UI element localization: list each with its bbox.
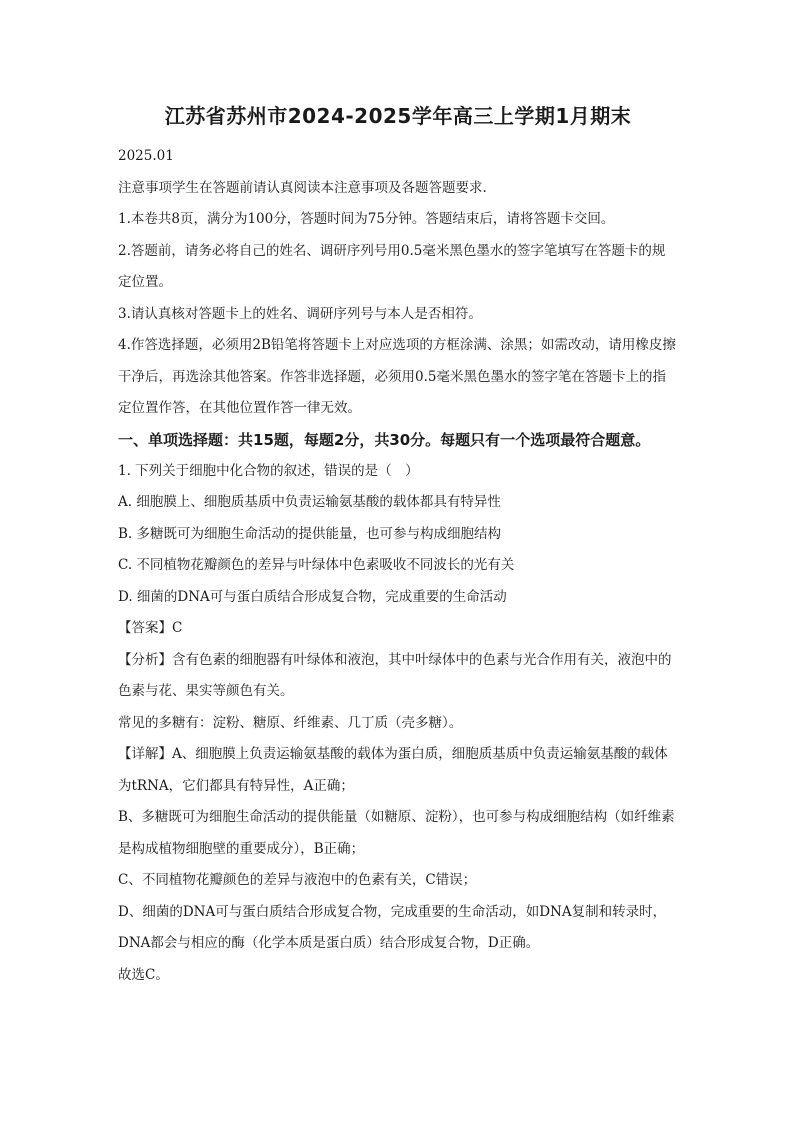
detail-line: C、不同植物花瓣颜色的差异与液泡中的色素有关，C错误； (118, 872, 477, 888)
detail-line: D、细菌的DNA可与蛋白质结合形成复合物，完成重要的生命活动，如DNA复制和转录时，DNA都会与相应的酶（化学本质是蛋白质）结合形成复合物，D正确。 (118, 903, 667, 951)
notice-line: 2.答题前，请务必将自己的姓名、调研序列号用0.5毫米黑色墨水的签字笔填写在答题卡的规定位置。 (118, 242, 666, 290)
question-option: C. 不同植物花瓣颜色的差异与叶绿体中色素吸收不同波长的光有关 (118, 557, 515, 573)
notice-line: 3.请认真核对答题卡上的姓名、调研序列号与本人是否相符。 (118, 305, 482, 322)
notice-line: 1.本卷共8页，满分为100分，答题时间为75分钟。答题结束后，请将答题卡交回。 (118, 211, 615, 227)
document-title: 江苏省苏州市2024-2025学年高三上学期1月期末 (164, 104, 632, 128)
question-option: D. 细菌的DNA可与蛋白质结合形成复合物，完成重要的生命活动 (118, 588, 507, 605)
document-page (118, 100, 678, 991)
exam-date: 2025.01 (118, 148, 174, 164)
answer-line: 【答案】C (118, 620, 183, 636)
detail-line: B、多糖既可为细胞生命活动的提供能量（如糖原、淀粉），也可参与构成细胞结构（如纤维素是构成植物细胞壁的重要成分），B正确； (118, 809, 675, 857)
notice-line: 4.作答选择题，必须用2B铅笔将答题卡上对应选项的方框涂满、涂黑；如需改动，请用橡皮擦干净后，再选涂其他答案。作答非选择题，必须用0.5毫米黑色墨水的签字笔在答题卡上的指定位置作答，在其他位置作答一律无效。 (118, 337, 676, 416)
question-option: B. 多糖既可为细胞生命活动的提供能量，也可参与构成细胞结构 (118, 525, 502, 542)
question-block (118, 456, 678, 992)
question-stem: 1. 下列关于细胞中化合物的叙述，错误的是（ ） (118, 462, 419, 479)
notice-block (118, 173, 678, 425)
analysis-line: 常见的多糖有：淀粉、糖原、纤维素、几丁质（壳多糖）。 (118, 714, 463, 731)
conclusion-line: 故选C。 (118, 966, 169, 983)
notice-line: 注意事项学生在答题前请认真阅读本注意事项及各题答题要求. (118, 179, 487, 196)
section-heading: 一、单项选择题：共15题，每题2分，共30分。每题只有一个选项最符合题意。 (118, 430, 651, 449)
detail-line: 【详解】A、细胞膜上负责运输氨基酸的载体为蛋白质，细胞质基质中负责运输氨基酸的载体为tRNA，它们都具有特异性，A正确； (118, 746, 668, 794)
analysis-line: 【分析】含有色素的细胞器有叶绿体和液泡，其中叶绿体中的色素与光合作用有关，液泡中的色素与花、果实等颜色有关。 (118, 651, 672, 699)
question-option: A. 细胞膜上、细胞质基质中负责运输氨基酸的载体都具有特异性 (118, 494, 501, 510)
